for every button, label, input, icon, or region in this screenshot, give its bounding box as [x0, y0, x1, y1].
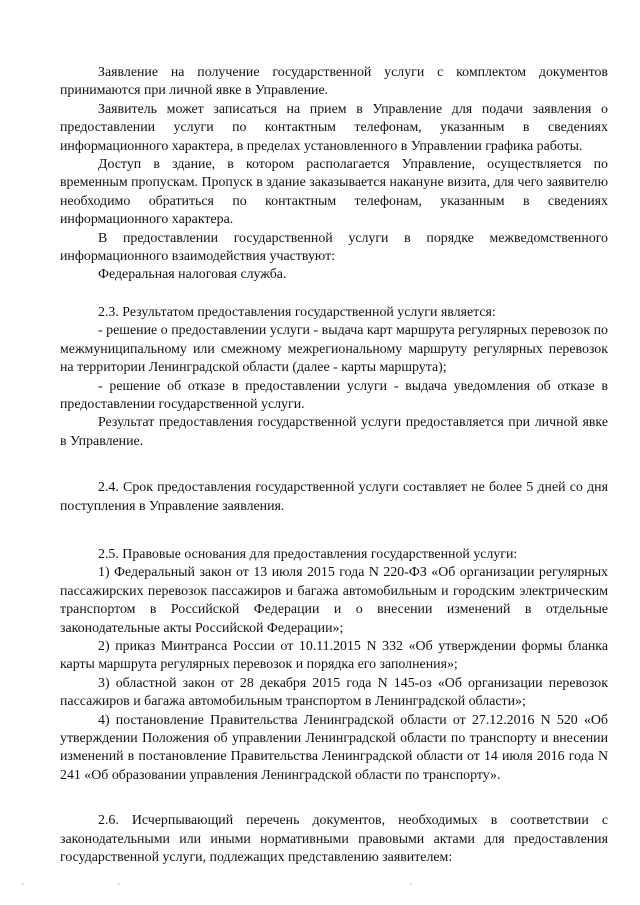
- legal-basis-item-4: 4) постановление Правительства Ленинградской области от 27.12.2016 N 520 «Об утверждении Положения об управлении Ленинградской области по транспорту и внесении изменений в постановление Правительства Ленинградской области от 14 июля 2016 года N 241 «Об образовании управления Ленинградской области по транспорту».: [60, 712, 608, 783]
- paragraph-interagency: В предоставлении государственной услуги в порядке межведомственного информационного взаимодействия участвуют:: [60, 230, 608, 265]
- paragraph-tax-service: Федеральная налоговая служба.: [98, 267, 287, 283]
- section-2-4-term: 2.4. Срок предоставления государственной услуги составляет не более 5 дней со дня поступления в Управление заявления.: [60, 480, 608, 514]
- scan-speck: [118, 883, 120, 885]
- paragraph-decision-grant: - решение о предоставлении услуги - выдача карт маршрута регулярных перевозок по межмуниципальному или смежному межрегиональному маршруту регулярных перевозок на территории Ленинградской области (далее - карты маршрута);: [60, 323, 608, 376]
- paragraph-decision-refusal: - решение об отказе в предоставлении услуги - выдача уведомления об отказе в предоставлении государственной услуги.: [60, 378, 608, 412]
- section-2-6-heading: 2.6. Исчерпывающий перечень документов, необходимых в соответствии с законодательными или иными нормативными правовыми актами для предоставления государственной услуги, подлежащих представлению заявителем:: [60, 813, 608, 866]
- section-2-5-heading: 2.5. Правовые основания для предоставления государственной услуги:: [98, 546, 518, 562]
- legal-basis-item-1: 1) Федеральный закон от 13 июля 2015 года N 220-ФЗ «Об организации регулярных пассажирских перевозок пассажиров и багажа автомобильным и городским электрическим транспортом в Российской Федерации и о внесении изменений в отдельные законодательные акты Российской Федерации»;: [60, 565, 608, 636]
- legal-basis-item-3: 3) областной закон от 28 декабря 2015 года N 145-оз «Об организации перевозок пассажиров и багажа автомобильным транспортом в Ленинградской области»;: [60, 675, 608, 710]
- scan-speck: [22, 883, 24, 885]
- legal-basis-item-2: 2) приказ Минтранса России от 10.11.2015 N 332 «Об утверждении формы бланка карты маршрута регулярных перевозок и порядка его заполнения»;: [60, 638, 608, 673]
- paragraph-appointment: Заявитель может записаться на прием в Управление для подачи заявления о предоставлении услуги по контактным телефонам, указанным в сведениях информационного характера, в пределах установленного в Управлении графика работы.: [60, 101, 608, 154]
- paragraph-building-access: Доступ в здание, в котором располагается Управление, осуществляется по временным пропускам. Пропуск в здание заказывается накануне визита, для чего заявителю необходимо обратиться по контактным телефонам, указанным в сведениях информационного характера.: [60, 157, 608, 228]
- scan-speck: [410, 883, 412, 885]
- paragraph-result-delivery: Результат предоставления государственной услуги предоставляется при личной явке в Управление.: [60, 415, 608, 449]
- paragraph-application-submission: Заявление на получение государственной услуги с комплектом документов принимаются при личной явке в Управление.: [60, 65, 608, 99]
- section-2-3-heading: 2.3. Результатом предоставления государственной услуги является:: [98, 304, 496, 320]
- document-body: [60, 64, 608, 867]
